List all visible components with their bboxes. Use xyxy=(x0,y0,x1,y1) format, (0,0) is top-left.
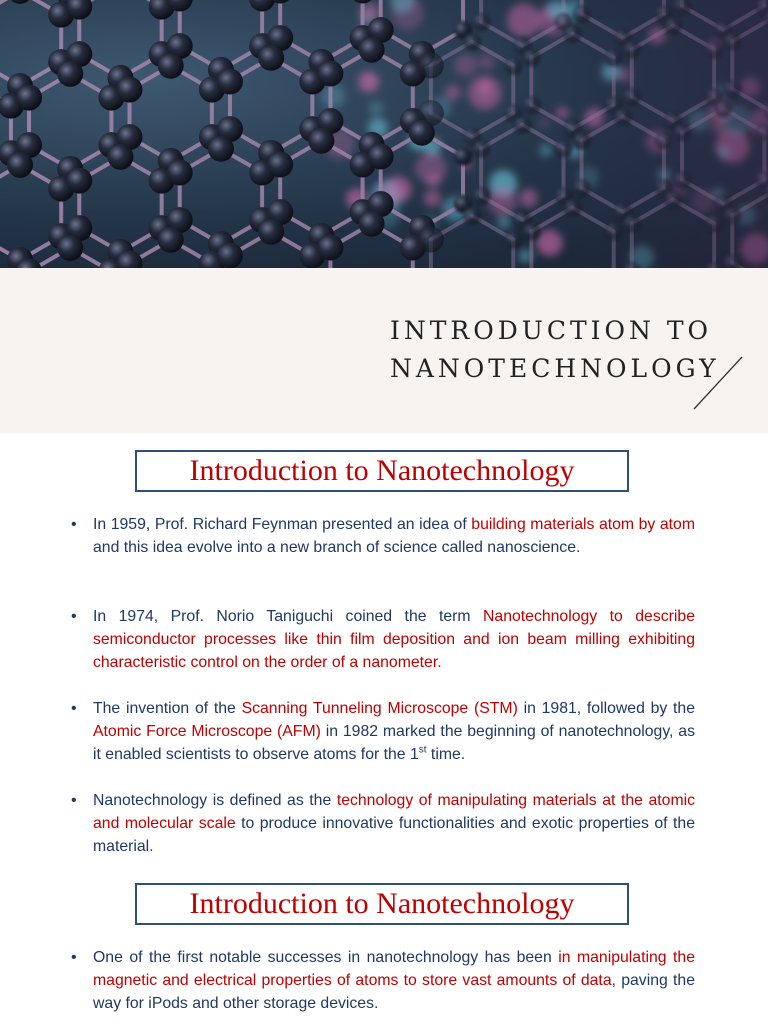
slide-title-line-1: INTRODUCTION TO xyxy=(390,316,713,345)
bullet-item xyxy=(93,946,695,1015)
bullet-item xyxy=(93,513,695,559)
bullet-text: and this idea evolve into a new branch of science called nanoscience. xyxy=(93,539,581,556)
bullet-text: In 1974, Prof. Norio Taniguchi coined the term xyxy=(93,608,484,625)
bullet-highlight: technology of manipulating materials at the atomic and molecular scale xyxy=(93,792,696,832)
ordinal-superscript: st xyxy=(418,744,427,756)
bullet-text: to produce innovative functionalities and exotic properties of the material. xyxy=(93,815,695,855)
bullet-text: , paving the way for iPods and other storage devices. xyxy=(93,972,695,1012)
section-heading: Introduction to Nanotechnology xyxy=(189,454,575,487)
bullet-text: in 1981, followed by the xyxy=(517,700,695,717)
title-panel xyxy=(0,268,768,433)
bullet-text: In 1959, Prof. Richard Feynman presented an idea of xyxy=(93,516,472,533)
bullet-text: in 1982 marked the beginning of nanotechnology, as it enabled scientists to observe atoms for the 1 xyxy=(93,723,695,763)
bullet-item xyxy=(93,697,695,766)
bullet-text: time. xyxy=(426,746,466,763)
section-heading-box xyxy=(135,883,629,925)
section-heading: Introduction to Nanotechnology xyxy=(189,887,575,920)
bullet-highlight: in manipulating the magnetic and electrical properties of atoms to store vast amounts of data xyxy=(93,949,695,989)
bullet-highlight: Atomic Force Microscope (AFM) xyxy=(93,723,321,740)
molecular-lattice-graphic xyxy=(0,0,768,268)
section-heading-box xyxy=(135,450,629,492)
bullet-text: The invention of the xyxy=(93,700,242,717)
bullet-text: One of the first notable successes in nanotechnology has been xyxy=(93,949,559,966)
bullet-highlight: Scanning Tunneling Microscope (STM) xyxy=(241,700,518,717)
bullet-highlight: Nanotechnology to describe semiconductor processes like thin film deposition and ion beam milling exhibiting characteristic control on the order of a nanometer. xyxy=(93,608,695,671)
slide-title-line-2: NANOTECHNOLOGY xyxy=(390,354,720,383)
bullet-highlight: building materials atom by atom xyxy=(471,516,695,533)
bullet-text: Nanotechnology is defined as the xyxy=(93,792,337,809)
molecular-lattice-image xyxy=(0,0,768,268)
decorative-slash-line xyxy=(690,355,746,413)
bullet-item xyxy=(93,789,695,858)
bullet-item xyxy=(93,605,695,674)
